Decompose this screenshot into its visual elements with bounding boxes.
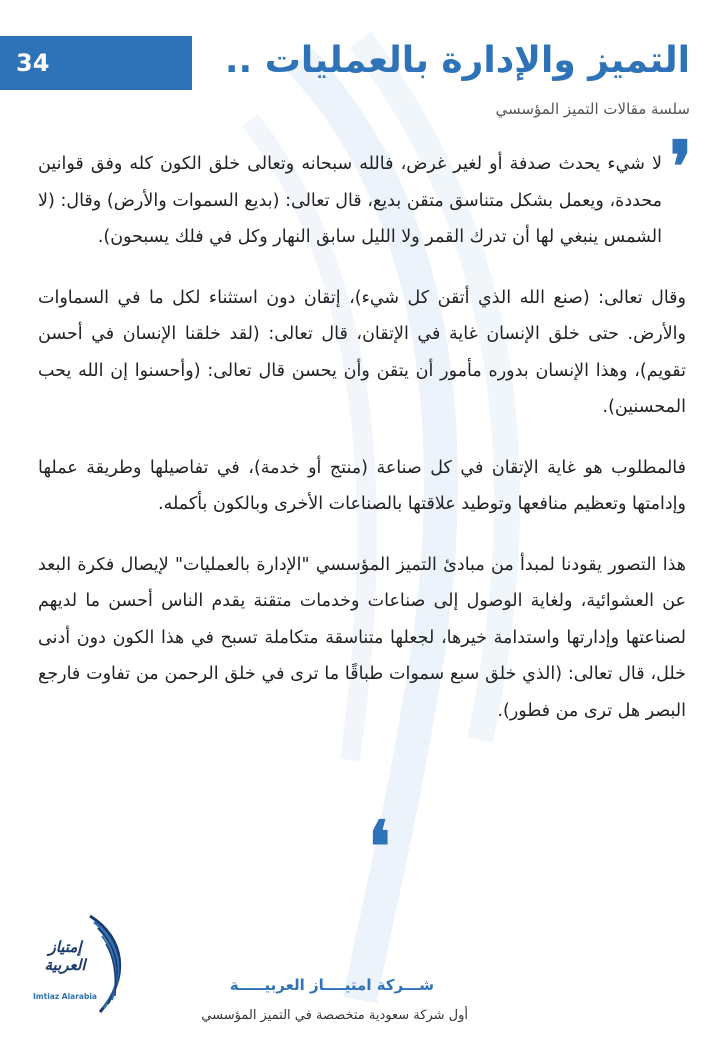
footer-company-name: شـــركة امتيــــاز العربيـــــة [229, 976, 434, 994]
article-body [38, 146, 686, 753]
paragraph-4: هذا التصور يقودنا لمبدأ من مبادئ التميز المؤسسي "الإدارة بالعمليات" لإيصال فكرة البعد عن العشوائية، ولغاية الوصول إلى صناعات وخدمات متقنة يقدم الناس أحسن ما لديهم لصناعتها وإدارتها واستدامة خيرها، لجعلها متناسقة متكاملة تسبح في هذا الكون دون أدنى خلل، قال تعالى: (الذي خلق سبع سموات طباقًا ما ترى في خلق الرحمن من تفاوت فارجع البصر هل ترى من فطور). [38, 554, 686, 721]
page-title [225, 40, 690, 81]
closing-quote-mark: ❛ [368, 805, 391, 888]
logo-arabic-text [30, 938, 100, 974]
paragraph-3: فالمطلوب هو غاية الإتقان في كل صناعة (منتج أو خدمة)، في تفاصيلها وطريقة عملها وإدامتها وتعظيم منافعها وتوطيد علاقتها بالصناعات الأخرى وبالكون بأكمله. [38, 457, 686, 514]
title-dots: .. [224, 40, 253, 81]
opening-quote-mark: ❜ [669, 125, 692, 208]
logo-arabic-line1: إمتياز [48, 938, 82, 956]
company-logo [30, 908, 140, 1018]
footer-tagline: أول شركة سعودية متخصصة في التميز المؤسسي [201, 1008, 468, 1023]
series-subtitle: سلسة مقالات التميز المؤسسي [495, 100, 690, 118]
paragraph-1: لا شيء يحدث صدفة أو لغير غرض، فالله سبحانه وتعالى خلق الكون كله وفق قوانين محددة، ويعمل بشكل متناسق متقن بديع، قال تعالى: (بديع السموات والأرض) وقال: (لا الشمس ينبغي لها أن تدرك القمر ولا الليل سابق النهار وكل في فلك يسبحون). [38, 154, 662, 247]
logo-english-text: Imtiaz Alarabia [33, 992, 97, 1001]
page-number-badge [0, 36, 192, 90]
page-number: 34 [16, 49, 50, 77]
paragraph-2: وقال تعالى: (صنع الله الذي أتقن كل شيء)، إتقان دون استثناء لكل ما في السماوات والأرض. حتى خلق الإنسان غاية في الإتقان، قال تعالى: (لقد خلقنا الإنسان في أحسن تقويم)، وهذا الإنسان بدوره مأمور أن يتقن وأن يحسن قال تعالى: (وأحسنوا إن الله يحب المحسنين). [38, 287, 686, 417]
logo-arabic-line2: العربية [44, 956, 86, 974]
title-main: التميز والإدارة بالعمليات [264, 40, 690, 81]
